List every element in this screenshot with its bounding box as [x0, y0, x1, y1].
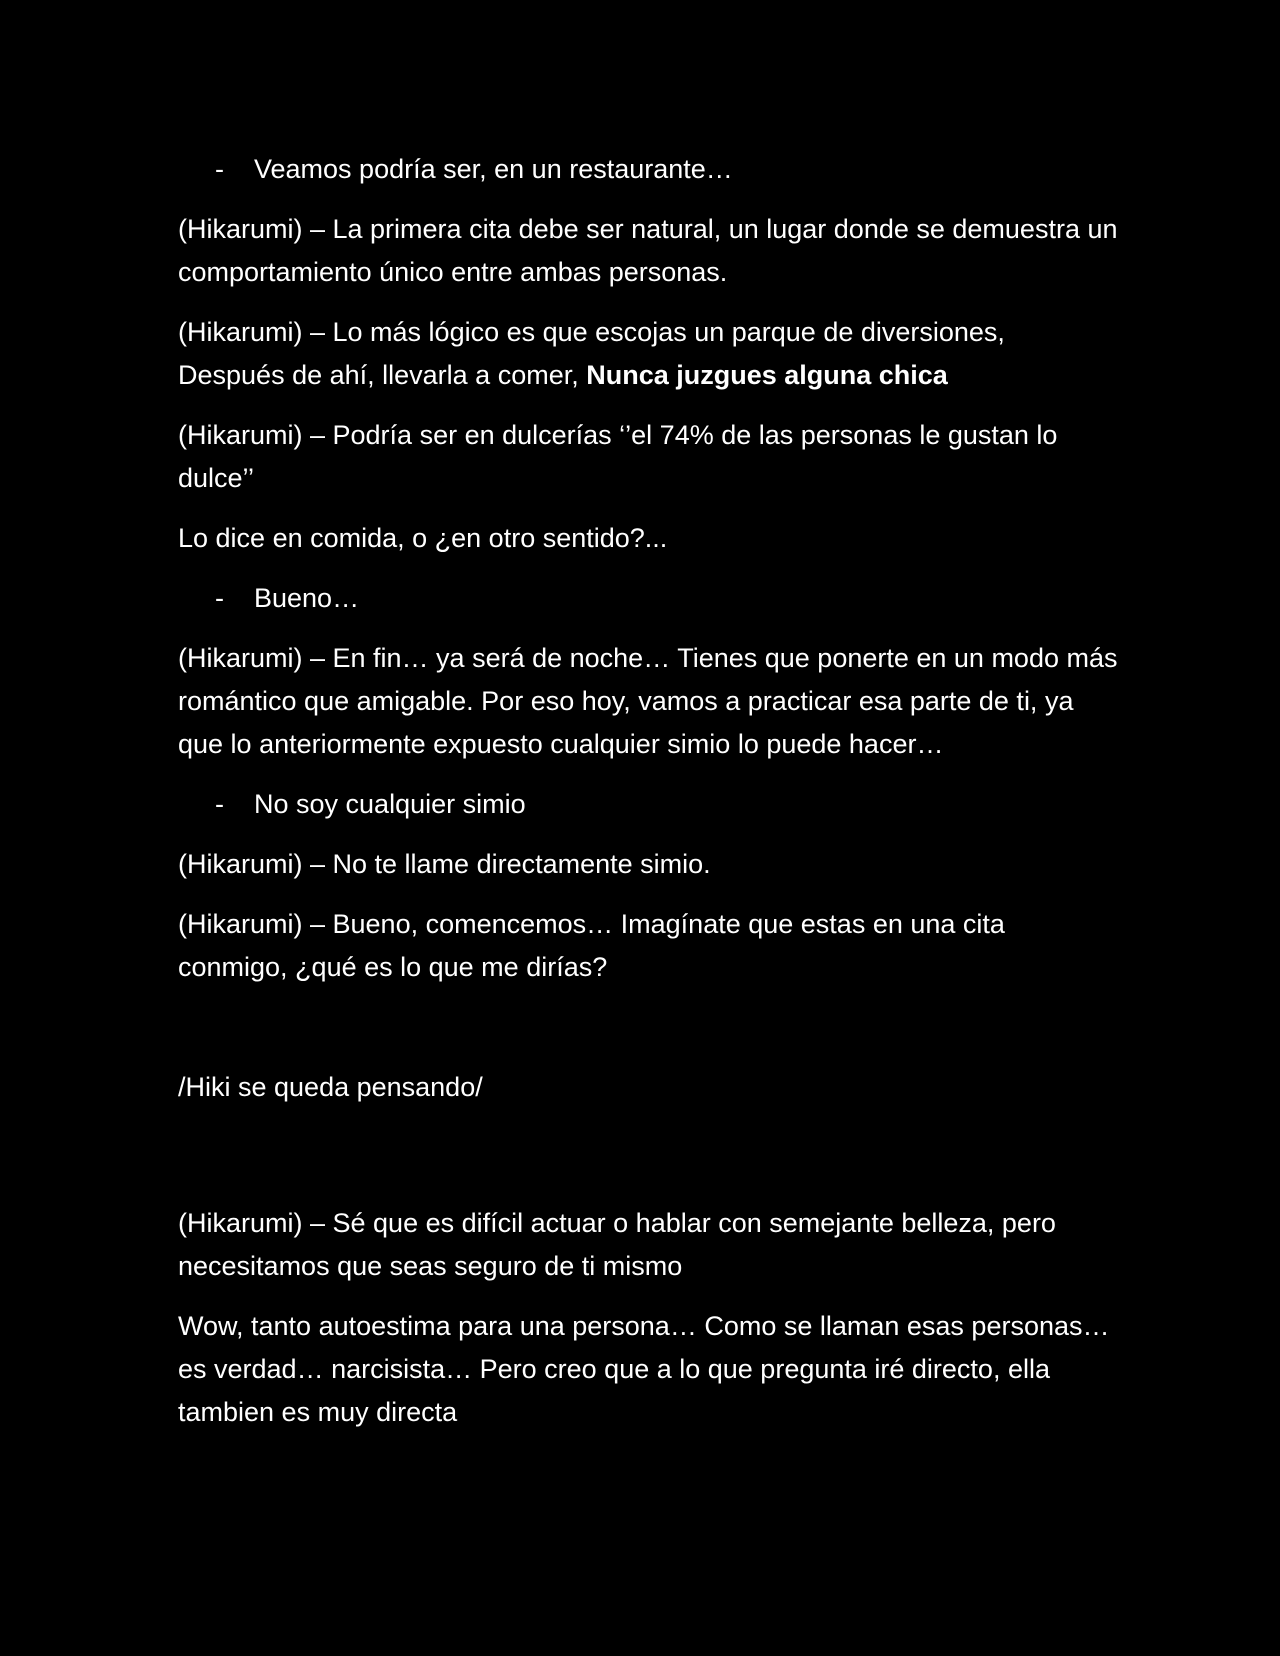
- dialogue-text: Bueno…: [254, 583, 360, 613]
- bold-emphasis: Nunca juzgues alguna chica: [586, 360, 948, 390]
- dialogue-line-8: [178, 783, 1118, 826]
- dialogue-line-6: [178, 577, 1118, 620]
- dialogue-text: Veamos podría ser, en un restaurante…: [254, 154, 733, 184]
- paragraph-2: (Hikarumi) – La primera cita debe ser natural, un lugar donde se demuestra un comportamiento único entre ambas personas.: [178, 214, 1118, 287]
- paragraph-10: (Hikarumi) – Bueno, comencemos… Imagínate que estas en una cita conmigo, ¿qué es lo que me dirías?: [178, 909, 1005, 982]
- paragraph-3: [178, 311, 1118, 397]
- document-body: [178, 148, 1118, 1451]
- paragraph-7: (Hikarumi) – En fin… ya será de noche… Tienes que ponerte en un modo más romántico que amigable. Por eso hoy, vamos a practicar esa parte de ti, ya que lo anteriormente expuesto cualquier simio lo puede hacer…: [178, 643, 1118, 759]
- paragraph-text: (Hikarumi) – Lo más lógico es que escojas un parque de diversiones, Después de ahí, llevarla a comer,: [178, 317, 1005, 390]
- dialogue-text: No soy cualquier simio: [254, 789, 526, 819]
- paragraph-11: /Hiki se queda pensando/: [178, 1072, 483, 1102]
- dialogue-dash: -: [215, 583, 224, 613]
- dialogue-line-1: [178, 148, 1118, 191]
- paragraph-9: (Hikarumi) – No te llame directamente simio.: [178, 849, 711, 879]
- paragraph-5: Lo dice en comida, o ¿en otro sentido?...: [178, 523, 668, 553]
- paragraph-4: (Hikarumi) – Podría ser en dulcerías ‘’el 74% de las personas le gustan lo dulce’’: [178, 420, 1058, 493]
- blank-space: [178, 1006, 1118, 1066]
- paragraph-12: (Hikarumi) – Sé que es difícil actuar o hablar con semejante belleza, pero necesitamos que seas seguro de ti mismo: [178, 1208, 1056, 1281]
- paragraph-13: Wow, tanto autoestima para una persona… Como se llaman esas personas… es verdad… narcisista… Pero creo que a lo que pregunta iré directo, ella tambien es muy directa: [178, 1311, 1110, 1427]
- blank-space: [178, 1126, 1118, 1202]
- dialogue-dash: -: [215, 789, 224, 819]
- dialogue-dash: -: [215, 154, 224, 184]
